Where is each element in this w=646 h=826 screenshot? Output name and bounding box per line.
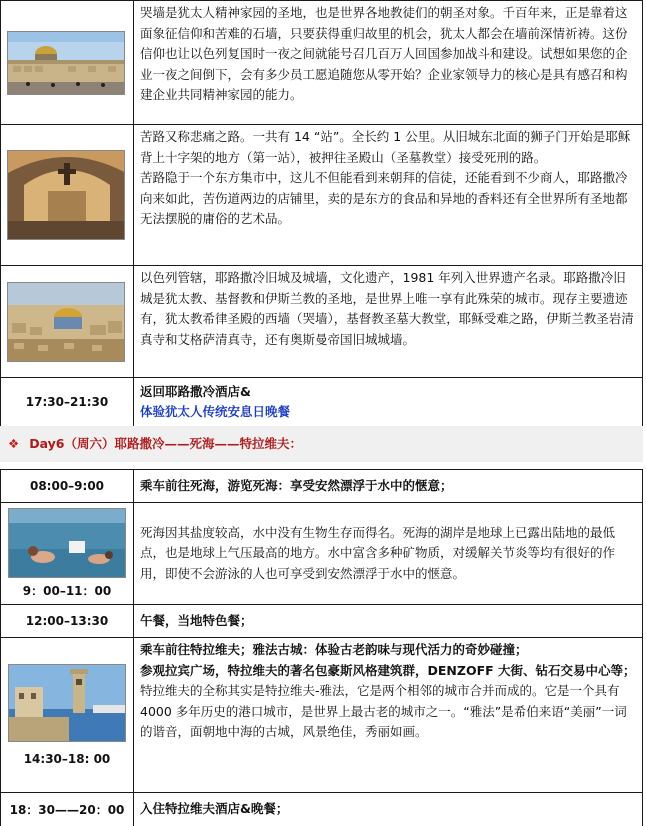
description-cell: [134, 266, 643, 378]
table-row: [1, 793, 643, 826]
description-cell: [134, 638, 643, 793]
image-cell: [1, 125, 134, 266]
hotel-line: 返回耶路撒冷酒店&: [140, 383, 251, 399]
description-cell: [134, 1, 643, 125]
tour-line: 乘车前往特拉维夫；雅法古城：体验古老韵味与现代活力的奇妙碰撞；: [140, 642, 528, 657]
table-row: [1, 266, 643, 378]
table-row: [1, 125, 643, 266]
time-label: 14:30–18: 00: [23, 752, 111, 766]
time-cell: 17:30–21:30: [1, 378, 134, 427]
description-cell: 入住特拉维夫酒店&晚餐；: [134, 793, 643, 826]
description-text: 特拉维夫的全称其实是特拉维夫-雅法，它是两个相邻的城市合并而成的。它是一个具有 4000 多年历史的港口城市，是世界上最古老的城市之一。“雅法”是希伯来语“美丽”一词的谐音，面朝地中海的古城，风景绝佳，秀丽如画。: [140, 683, 627, 739]
description-text: 哭墙是犹太人精神家园的圣地，也是世界各地教徒们的朝圣对象。千百年来，正是靠着这面象征信仰和苦难的石墙，只要获得重归故里的机会，犹太人都会在墙前深情祈祷。这份信仰也让以色列复国时一夜之间就能号召几百万人回国参加战斗和建设。试想如果您的企业一夜之间倒下，会有多少员工愿追随您从零开始？企业家领导力的核心是具有感召和构建企业共同精神家园的能力。: [140, 5, 628, 102]
tour-line: 参观拉宾广场，特拉维夫的著名包豪斯风格建筑群，DENZOFF 大街、钻石交易中心等；: [140, 662, 636, 678]
image-cell: [1, 266, 134, 378]
table-row: [1, 378, 643, 427]
western-wall-photo: [7, 31, 125, 95]
table-row: [1, 638, 643, 793]
description-text: 苦路隐于一个东方集市中，这儿不但能看到来朝拜的信徒，还能看到不少商人，耶路撒冷向来如此，苦伤道两边的店铺里，卖的是东方的食品和异地的香料还有全世界所有圣地都无法摆脱的庸俗的艺术品。: [140, 170, 628, 226]
time-label: 9：00–11：00: [22, 584, 112, 598]
table-row: [1, 503, 643, 605]
image-cell: [1, 1, 134, 125]
jaffa-photo: [8, 664, 126, 742]
table-row: [1, 605, 643, 638]
itinerary-table-day6: [0, 469, 643, 826]
image-cell: [1, 638, 134, 793]
via-dolorosa-photo: [7, 150, 125, 240]
day-heading: [0, 426, 643, 462]
description-cell: 死海因其盐度较高，水中没有生物生存而得名。死海的湖岸是地球上已露出陆地的最低点，也是地球上气压最高的地方。水中富含多种矿物质，对缓解关节炎等均有很好的作用，即使不会游泳的人也可享受到安然漂浮于水中的惬意。: [134, 503, 643, 605]
description-cell: [134, 125, 643, 266]
description-text: 苦路又称悲痛之路。一共有 14 “站”。全长约 1 公里。从旧城东北面的狮子门开始是耶稣背上十字架的地方（第一站），被押往圣殿山（圣墓教堂）接受死刑的路。: [140, 129, 631, 165]
description-cell: 乘车前往死海，游览死海：享受安然漂浮于水中的惬意；: [134, 470, 643, 503]
sabbath-dinner-line: 体验犹太人传统安息日晚餐: [140, 404, 291, 419]
day-title: Day6（周六）耶路撒冷——死海——特拉维夫：: [29, 436, 302, 451]
dead-sea-photo: [8, 508, 126, 578]
time-cell: 18：30——20：00: [1, 793, 134, 826]
time-cell: 08:00–9:00: [1, 470, 134, 503]
description-cell: [134, 378, 643, 427]
table-row: [1, 470, 643, 503]
description-text: 以色列管辖，耶路撒冷旧城及城墙，文化遗产，1981 年列入世界遗产名录。耶路撒冷旧城是犹太教、基督教和伊斯兰教的圣地，是世界上唯一享有此殊荣的城市。现存主要遗迹有，犹太教希律圣殿的西墙（哭墙），基督教圣墓大教堂，耶稣受难之路，伊斯兰教圣岩清真寺和艾格萨清真寺，还有奥斯曼帝国旧城城墙。: [140, 270, 634, 347]
image-cell: [1, 503, 134, 605]
old-city-photo: [7, 282, 125, 362]
description-cell: 午餐，当地特色餐；: [134, 605, 643, 638]
table-row: [1, 1, 643, 125]
diamond-bullet-icon: ❖: [8, 436, 20, 451]
time-cell: 12:00–13:30: [1, 605, 134, 638]
